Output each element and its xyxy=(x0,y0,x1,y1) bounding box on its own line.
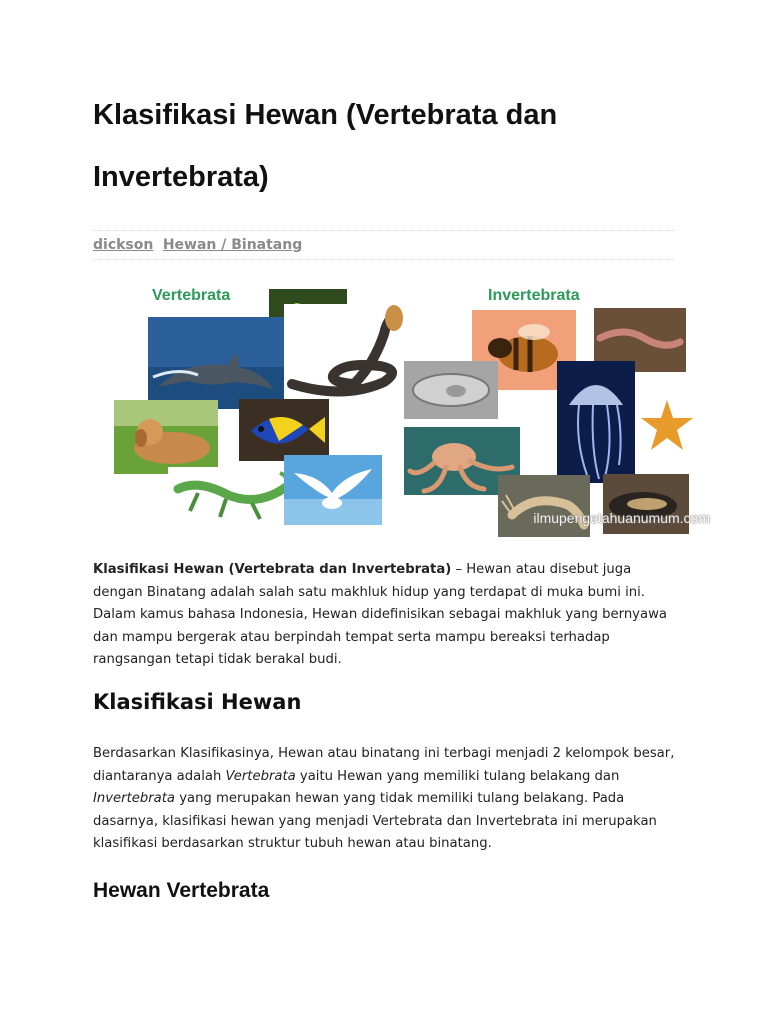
jellyfish-photo xyxy=(557,361,635,483)
classification-text-2: yaitu Hewan yang memiliki tulang belakang dan xyxy=(295,768,620,784)
starfish-photo xyxy=(635,394,699,458)
intro-text: – Hewan atau disebut juga dengan Binatang adalah salah satu makhluk hidup yang terdapat di muka bumi ini. Dalam kamus bahasa Indonesia, Hewan didefinisikan sebagai makhluk yang bernyawa dan mampu bergerak atau berpindah tempat serta mampu bereaksi terhadap rangsangan tetapi tidak berakal budi. xyxy=(93,562,667,668)
shrimp-photo xyxy=(498,475,590,537)
dove-photo xyxy=(284,455,382,525)
section-heading-klasifikasi: Klasifikasi Hewan xyxy=(93,690,302,714)
author-link[interactable]: dickson xyxy=(93,237,154,253)
iguana-photo xyxy=(168,467,292,527)
classification-text-1: Berdasarkan Klasifikasinya, Hewan atau binatang ini terbagi menjadi 2 kelompok besar, diantaranya adalah xyxy=(93,746,675,784)
post-meta xyxy=(93,230,675,260)
vertebrata-label: Vertebrata xyxy=(152,287,231,304)
classification-paragraph xyxy=(93,743,678,856)
classification-image xyxy=(108,282,718,540)
invertebrata-term: Invertebrata xyxy=(93,791,175,807)
page-title: Klasifikasi Hewan (Vertebrata dan Invertebrata) xyxy=(93,99,558,193)
cobra-photo xyxy=(284,304,406,400)
dog-photo xyxy=(114,400,218,474)
intro-bold-lead: Klasifikasi Hewan (Vertebrata dan Invertebrata) xyxy=(93,562,452,577)
intro-paragraph xyxy=(93,559,678,672)
image-watermark: ilmupengetahuanumum.com xyxy=(533,510,710,526)
tropical-fish-photo xyxy=(239,399,329,461)
classification-text-3: yang merupakan hewan yang tidak memiliki tulang belakang. Pada dasarnya, klasifikasi hewan yang menjadi Vertebrata dan Invertebrata ini merupakan klasifikasi berdasarkan struktur tubuh hewan atau binatang. xyxy=(93,791,657,852)
dolphin-photo xyxy=(148,317,286,409)
paramecium-photo xyxy=(404,361,498,419)
vertebrata-term: Vertebrata xyxy=(225,768,296,784)
category-link[interactable]: Hewan / Binatang xyxy=(162,237,303,253)
section-heading-vertebrata: Hewan Vertebrata xyxy=(93,879,270,902)
invertebrata-label: Invertebrata xyxy=(488,287,580,304)
